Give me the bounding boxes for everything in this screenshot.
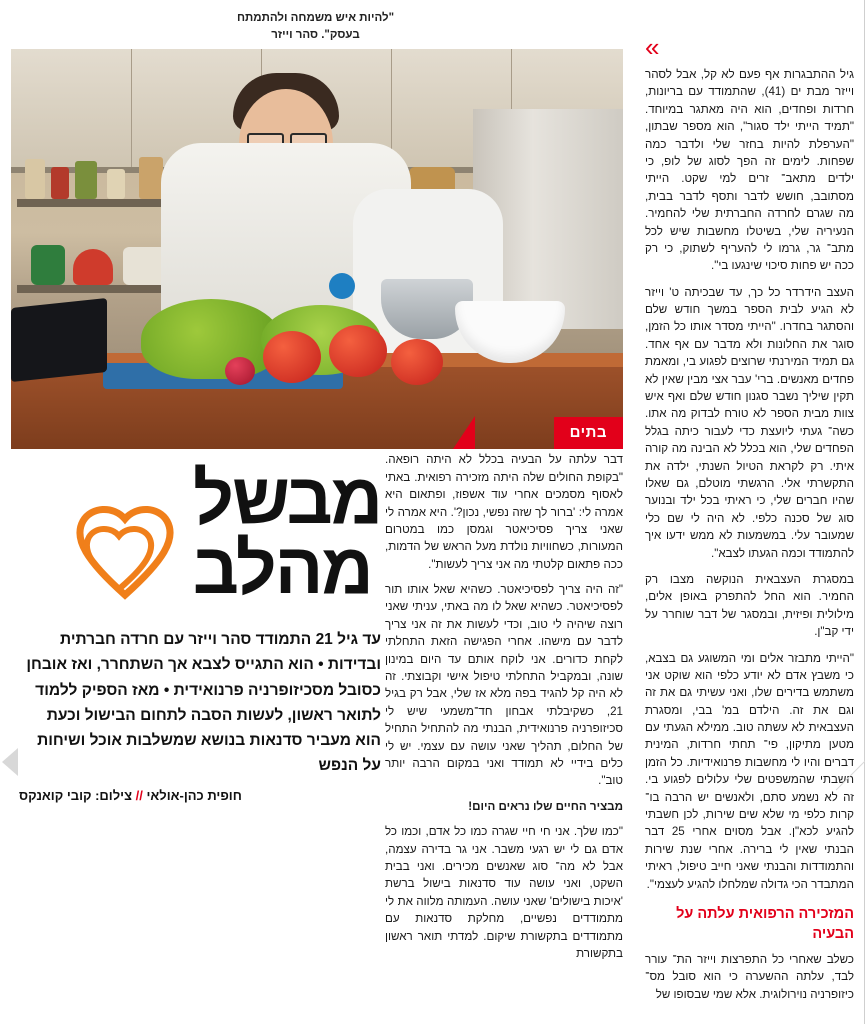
left-intro-column — [385, 451, 623, 970]
byline-separator: // — [135, 788, 143, 803]
section-tag: בתים — [554, 417, 623, 449]
red-tag-corner — [453, 416, 475, 449]
byline-photo-credit: צילום: קובי קואנקס — [19, 788, 132, 803]
intro-paragraph: "זה היה צריך לפסיכיאטר. כשהיא שאל אותו תור לפסיכיאטר. כשהיא שאל לו מה באתי, עניתי שאני רוצה שיהיה לי טוב, וכדי לעשות את זה אני צריך לדבר עם מישהו. אחרי הפגישה הזאת התחלתי לקחת כדורים. אני לוקח אותם עד היום במינון שונה, ובמקביל התחלתי טיפול אישי וקבוצתי. זה לא היה קל להגיד בפה מלא אז שלי, אבל רק בגיל 21, כשקיבלתי אבחון חד־משמעי שיש לי סכיזופרניה פרנואידית, הבנתי מה להתחיל התחיל של החלום, תהליך שאני עושה עם עצמי. יש לי כלים בידיי לא תמודד ואני במקום הרבה יותר טוב". — [385, 583, 623, 788]
side-paragraph: כשלב שאחרי כל התפרצות וייזר הת־ עורר לבד, עלתה ההשערה כי הוא סובל מס־ כיזופרניה נוירולוגית. אלא שמי שבסופו של — [645, 953, 854, 1001]
jar-icon — [25, 159, 45, 199]
basket-icon — [139, 157, 163, 199]
intro-paragraph: דבר עלתה על הבעיה בכלל לא היתה רופאה. "בקופת החולים שלה היתה מזכירה רפואית. באתי לאסוף מסמכים אחרי עוד אשפוז, ופתאום היא אמרה לי: 'ברור לך שזה נפשי, נכון?'. היא אמרה לי שאני צריך פסיכיאטר וגמסן כמו במטרום המעורות, כשחוויות נולדת מעל הראש של הדמות, ככה פתאום קלטתי מה אני צריך לעשות". — [385, 453, 623, 571]
tomato — [329, 325, 387, 377]
bowl-icon — [31, 245, 65, 285]
photo-caption: "להיות איש משמחה ולהתמתח בעסק". סהר וייזר — [236, 12, 395, 41]
side-paragraph: במסגרת העצבאית הנוקשה מצבו רק החמיר. הוא החל להתפרק באופן אלים, מילולית ופיזית, ובמסגר של דבר שוחרר על ידי קב"ן. — [645, 572, 854, 639]
double-chevron-left-icon: « — [645, 32, 657, 62]
jar-icon — [75, 161, 97, 199]
side-paragraph: העצב הידרדר כל כך, עד שבכיתה ט' וייזר לא הגיע לבית הספר במשך חודש שלם והסתגר בחדרו. "הייתי מסדר אותו כל הזמן, סוגר את החלונות ולא מדבר עם אף אחד. גם תמיד המירנתי שרוצים לפגוע בי, ומאמת פחדים מאנשים. ברי' עבר אצי מבין שאין לא תקין שיליך נשבר סגנון חודש שלם ואף איש צוות מבית הספר לא טורח לבדוק מה אתו. כשה־ געתי ליועצת כדי לעבור כיתה בגלל הפחדים שלי, הוא בכלל לא הבינה מה קורה איתי. רק לקראת הטיול השנתי, ילדה את התקשרתי אלי. הרגשתי מוטלם, גם שאלו שהיו חברים שלי, כי ראיתי בכל ילד ובנוער סוג של סכנה כלפי. לא היה לי שם כלי שמעובר עלי. במשמעות לא ממש ידעו איך להתמודד וכמה הגעתו לצבא". — [645, 285, 854, 560]
headline-line-2: מהלב — [192, 529, 372, 610]
jar-icon — [107, 169, 125, 199]
standfirst: עד גיל 21 התמודד סהר וייזר עם חרדה חברתית ובדידות • הוא התגייס לצבא אך השתחרר, ואז אובחן כסובל מסכיזופרניה פרנואידית • מאז הספיק ללמוד לתואר ראשון, לעשות הסבה לתחום הבישול וכעת הוא מעביר סדנאות בנושא שמשלבות אוכל ושיחות על הנפש — [26, 631, 381, 774]
tomato — [263, 331, 321, 383]
heart-icon — [63, 503, 183, 613]
side-paragraph: "הייתי מתבזר אלים ומי המשוגע גם בצבא, כי משבץ אדם לא יודע כלפי הוא שוקט אני משתמש בדירים שלו, ואני עשיתי גם את זה וגם את זה. הילדם במ' בבי, ומסגרת העצבאית לא עשתה טוב. ממילא הגעתי עם מטען מתיקון, פי־ תחתי חרדות, המינית דברים והיו לי מחשבות פרנואידיות. כל הזמן חשבתי שהמשפטים שלי עלולים לפגוע בי. זה לא נשמע סתם, ולאנשים יש הרבה בו־ קרות כלפי מי שלא שים שירות, לכן חשבתי להגיע לכא"ן. אבל מסוים אחרי 25 דבר הבנתי שאין לי ברירה. אחרי שנת שירות והתמודדות והבנתי שאני חייב טיפול, ראיתי המתבדר הכי גדולה שמלחלו להגיע לעצמי". — [645, 651, 854, 891]
page-title — [189, 459, 381, 610]
side-subheading: המזכירה הרפואית עלתה על הבעיה — [676, 905, 854, 942]
lettuce — [141, 299, 281, 379]
pot-icon — [73, 249, 113, 285]
intro-paragraph: "כמו שלך. אני חי חיי שגרה כמו כל אדם, וכמו כל אדם גם לי יש רגעי משבר. אני גר בדירה עצמה, אבל לא מה־ סוג שאנשים מכירים. ואני בבית השקט, ואני עושה עוד סדנאות בישול ברשת 'איכות בישולים' שאני עושה. העמותה מלווה את לי מתמודדים נפשיים, מחלקת סדנאות עם מתמודדים בתקשורת שיקום. למדתי תואר ראשון בתקשורת — [385, 825, 623, 960]
laptop — [11, 298, 107, 382]
page-turn-left-icon[interactable] — [2, 748, 18, 776]
feature-photo — [11, 49, 623, 449]
byline — [19, 788, 381, 803]
headline-row — [8, 459, 381, 613]
headline-line-1: מבשל — [192, 459, 381, 540]
side-paragraph: גיל ההתבגרות אף פעם לא קל, אבל לסהר וייזר מבת ים (41), שהתמודד עם בריונות, חרדות ופחדים, הוא היה מאתגר במיוחד. "תמיד הייתי ילד סגור", הוא מספר שבתון, "הערפלת להיות בחזר שלי ולדבר כמה שפחות. לימים זה הפך לסוג של לופ, כי ילדים מתאב־ זרים למי שקט. הייתי מסתובב, חושש לדבר ותסף לדבר בבית, מה שגרם לחרדה החברתית שלי להחמיר. הנעיריה שלי, בשיטלו מחשבות שיש לכל מתב־ גר, גרמו לי להעריף לשתוק, כי רק ככה יש פחות סיכוי שינגעו בי". — [645, 68, 854, 273]
jar-icon — [51, 167, 69, 199]
byline-writer: חופית כהן-אולאי — [146, 788, 242, 803]
intro-question: מבציר החיים שלו נראים היום! — [468, 799, 623, 813]
headline-and-intro — [8, 451, 623, 970]
side-column — [633, 0, 865, 1024]
